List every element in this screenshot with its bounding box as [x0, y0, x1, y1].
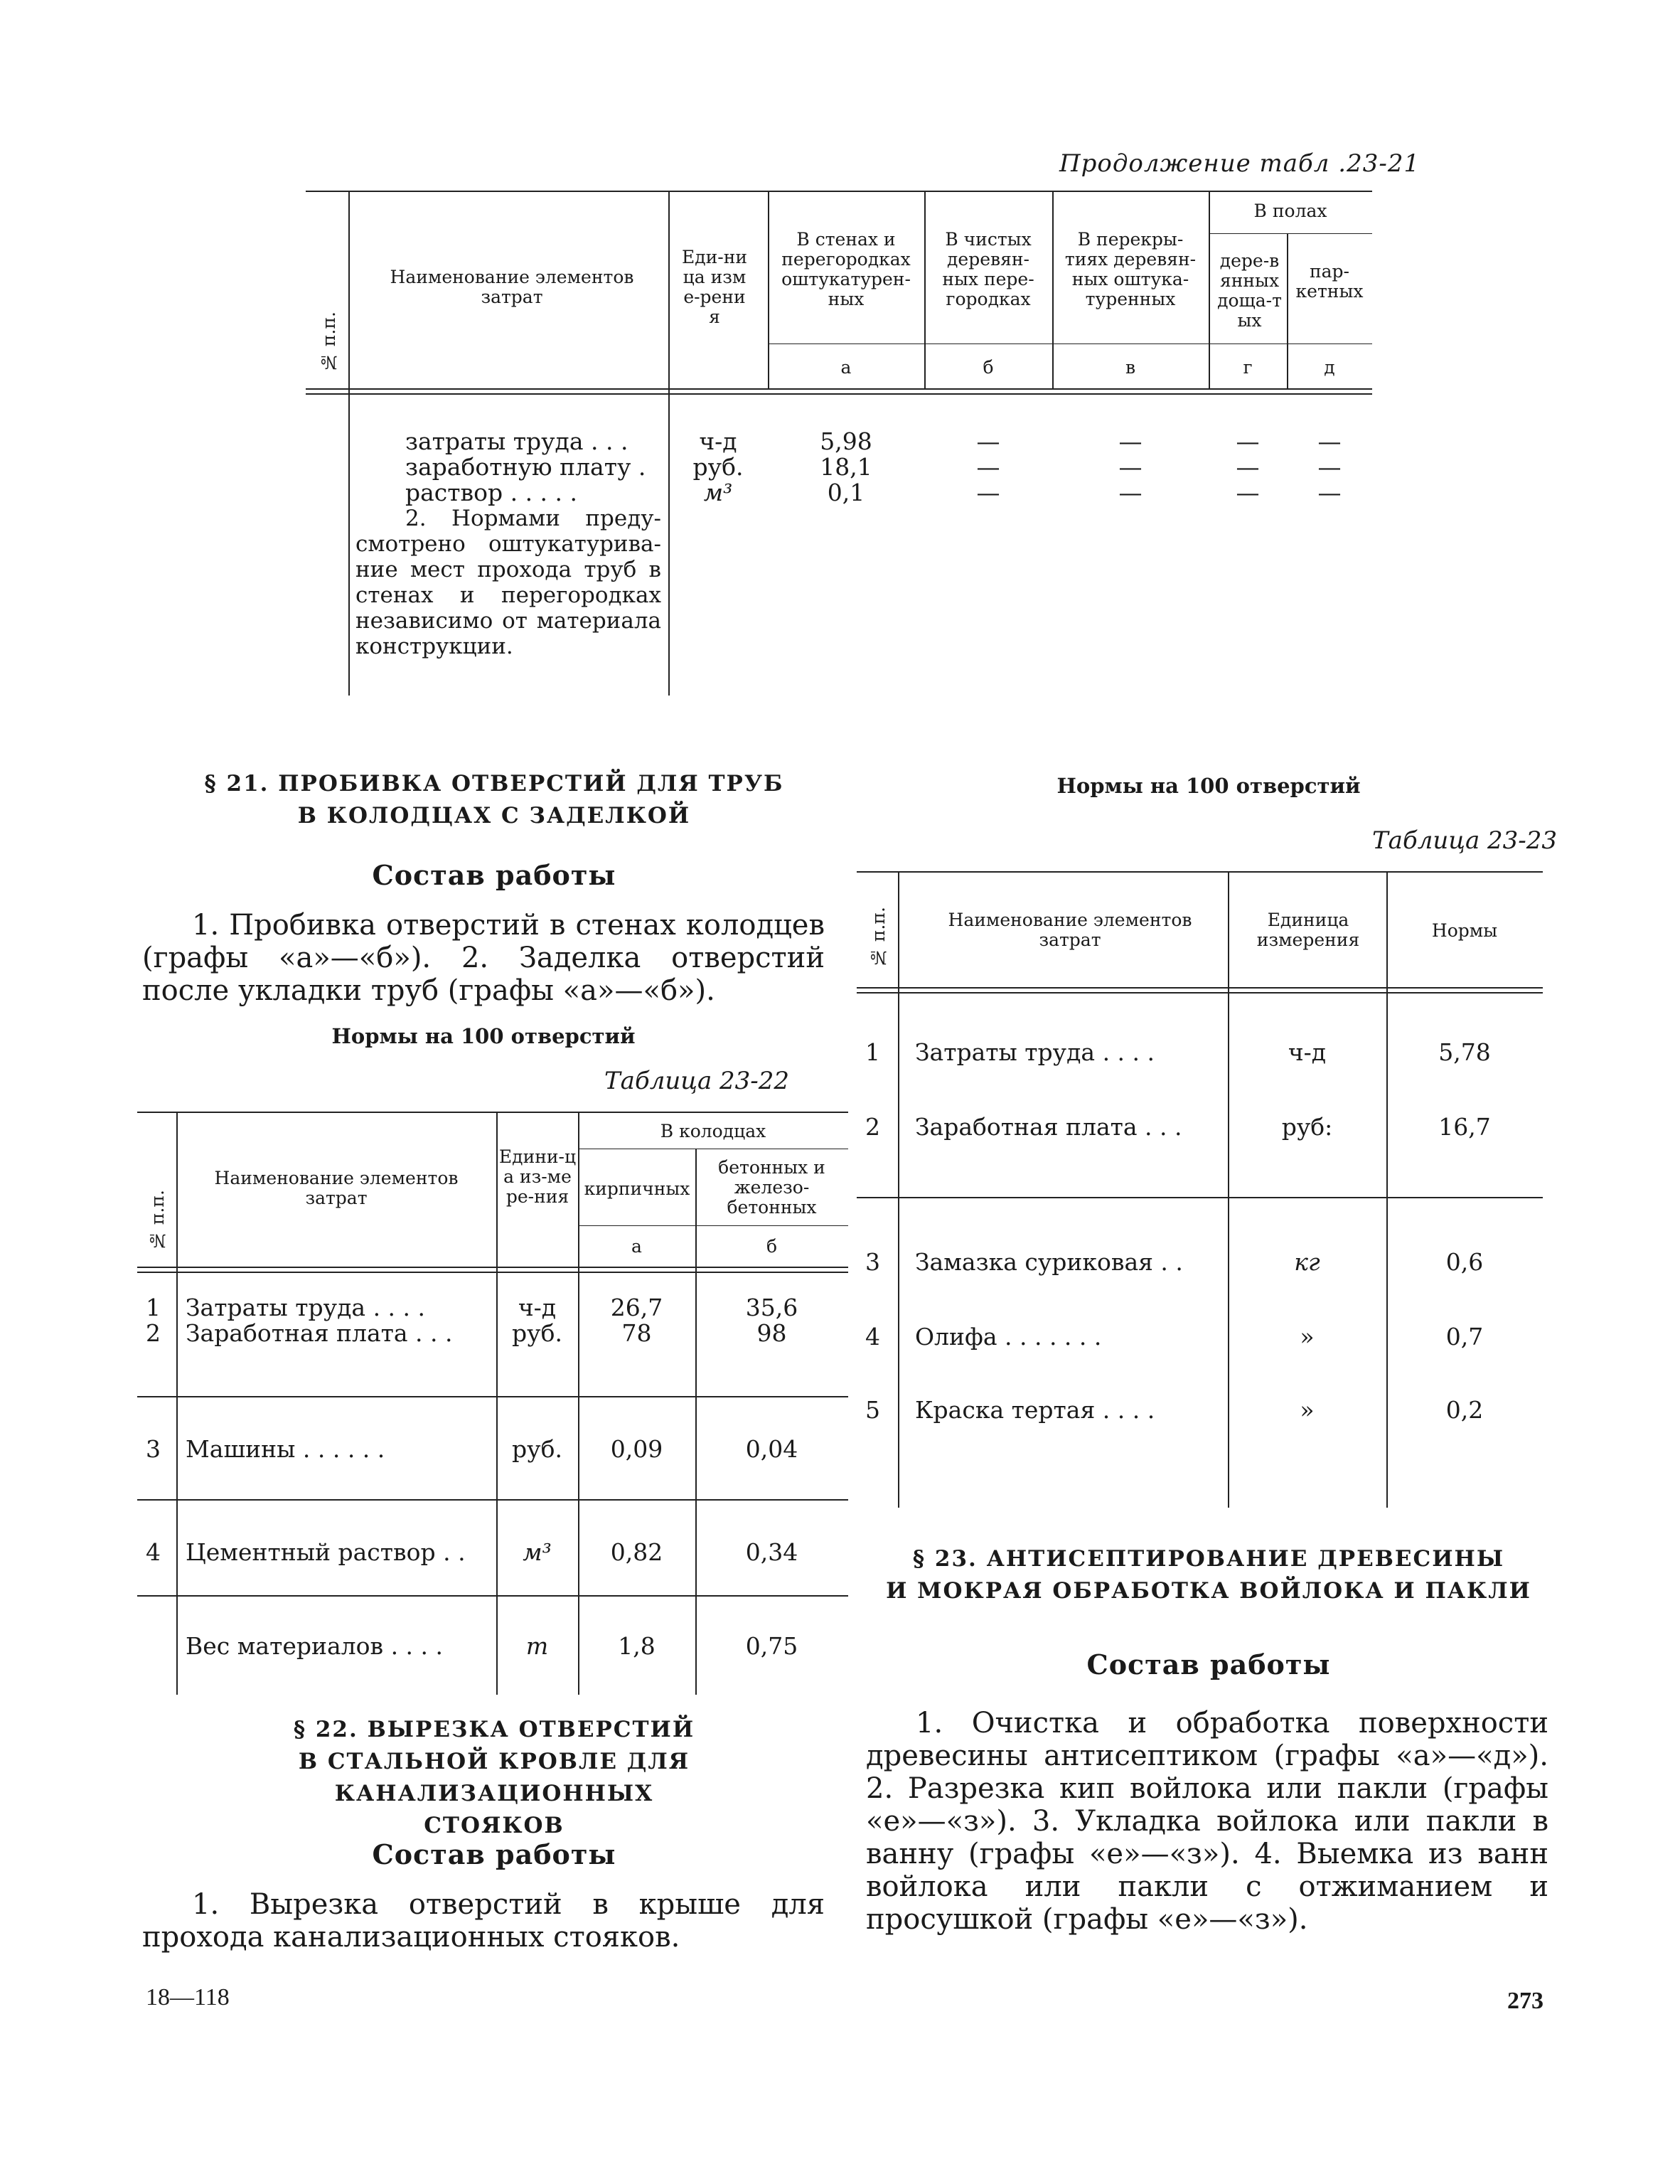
row-num: 4	[146, 1538, 161, 1566]
letter-g: г	[1243, 357, 1253, 378]
col-a-header: кирпичных	[584, 1178, 690, 1199]
dash-cell: —	[1317, 453, 1342, 481]
value-b: 0,04	[745, 1435, 798, 1463]
page-number: 273	[1507, 1988, 1543, 2014]
dash-cell: —	[976, 427, 1000, 455]
value-a: 0,09	[610, 1435, 663, 1463]
floors-header: В полах	[1253, 201, 1327, 221]
row-name: Замазка суриковая . .	[915, 1248, 1183, 1276]
norm-header: Нормы	[1431, 920, 1498, 941]
value-cell: 0,6	[1445, 1248, 1484, 1276]
s22-title	[139, 1714, 850, 1842]
s22-text: 1. Вырезка отверстий в крыше для прохода канализационных стояков.	[142, 1888, 825, 1954]
unit-cell: »	[1300, 1396, 1315, 1424]
s23-text: 1. Очистка и обработка поверхности древесины антисептиком (графы «а»—«д»). 2. Разрезка кип войлока или пакли (графы «е»—«з»). 3. Укладка войлока или пакли в ванну (графы «е»—«з»). 4. Выемка из ванн войлока или пакли с отжиманием и просушкой (графы «е»—«з»).	[866, 1707, 1548, 1936]
s22-subtitle: Состав работы	[372, 1838, 616, 1870]
col-b-values	[924, 429, 1052, 506]
value-cell: 5,78	[1438, 1038, 1491, 1066]
unit-cell: руб:	[1281, 1113, 1333, 1141]
unit-column	[668, 429, 768, 506]
unit-cell: ч-д	[699, 427, 737, 455]
table-row	[405, 429, 668, 506]
unit-cell: кг	[1294, 1248, 1320, 1276]
s21-text: 1. Пробивка отверстий в стенах колодцев (графы «а»—«б»). 2. Заделка отверстий после укладки труб (графы «а»—«б»).	[142, 909, 825, 1007]
note-text: 2. Нормами преду-смотрено оштукатурива-ние мест прохода труб в стенах и перегородках независимо от материала конструкции.	[355, 506, 661, 659]
unit-header: Едини-ца из-мере-ния	[498, 1146, 577, 1207]
value-line: 78	[621, 1319, 652, 1347]
value-line: 26,7	[610, 1294, 663, 1321]
row-name-line: Заработная плата . . .	[186, 1319, 453, 1347]
s21-title	[142, 768, 846, 832]
col-v-values	[1052, 429, 1209, 506]
s23-subtitle: Состав работы	[1086, 1648, 1331, 1680]
s21-norms: Нормы на 100 отверстий	[331, 1024, 636, 1048]
letter-d: д	[1324, 357, 1335, 378]
row-name: заработную плату .	[405, 453, 646, 481]
letter-b: б	[766, 1236, 778, 1257]
row-name: Олифа . . . . . . .	[915, 1323, 1102, 1351]
unit-header: Единица измерения	[1256, 910, 1360, 950]
s21-title-line: § 21. ПРОБИВКА ОТВЕРСТИЙ ДЛЯ ТРУБ	[204, 771, 784, 797]
dash-cell: —	[1317, 427, 1342, 455]
col-b-header: бетонных и железо-бетонных	[718, 1157, 825, 1218]
value-cell: 16,7	[1438, 1113, 1491, 1141]
value-cell: 0,7	[1445, 1323, 1484, 1351]
col-v-header: В перекры-тиях деревян-ных оштука-туренных	[1064, 229, 1197, 309]
dash-cell: —	[976, 479, 1000, 506]
unit-cell: т	[525, 1632, 549, 1660]
dash-cell: —	[1236, 427, 1260, 455]
dash-cell: —	[1317, 479, 1342, 506]
value-line: 98	[756, 1319, 787, 1347]
row-num: 3	[865, 1248, 880, 1276]
dash-cell: —	[1118, 479, 1143, 506]
value-line: 35,6	[745, 1294, 798, 1321]
row-name	[186, 1295, 491, 1346]
col-g-values	[1209, 429, 1287, 506]
s22-title-line: В СТАЛЬНОЙ КРОВЛЕ ДЛЯ КАНАЛИЗАЦИОННЫХ	[298, 1749, 690, 1806]
dash-cell: —	[1118, 427, 1143, 455]
row-name: раствор . . . . .	[405, 479, 578, 506]
letter-a: а	[840, 357, 852, 378]
col-d-values	[1287, 429, 1372, 506]
unit-cell	[496, 1295, 578, 1346]
num-header: № п.п.	[147, 1190, 168, 1252]
unit-cell: »	[1300, 1323, 1315, 1351]
row-name: Цементный раствор . .	[186, 1538, 466, 1566]
value-a	[578, 1295, 695, 1346]
s21-title-line: В КОЛОДЦАХ С ЗАДЕЛКОЙ	[297, 803, 691, 829]
table-23-21	[306, 191, 1372, 696]
unit-cell: ч-д	[1288, 1038, 1327, 1066]
value-a: 1,8	[618, 1632, 656, 1660]
value-cell: 18,1	[820, 453, 872, 481]
col-d-header: пар-кетных	[1295, 261, 1364, 302]
name-header: Наименование элементов затрат	[948, 910, 1192, 950]
continuation-caption: Продолжение табл .23-21	[1059, 149, 1420, 178]
row-name: Краска тертая . . . .	[915, 1396, 1155, 1424]
row-num: 3	[146, 1435, 161, 1463]
letter-v: в	[1125, 357, 1136, 378]
table-22-caption: Таблица 23-22	[604, 1067, 790, 1095]
s22-title-line: СТОЯКОВ	[424, 1813, 565, 1838]
row-name: Затраты труда . . . .	[915, 1038, 1155, 1066]
col-a-header: В стенах и перегородках оштукатурен-ных	[781, 229, 911, 309]
table-23-caption: Таблица 23-23	[1372, 826, 1558, 855]
col-g-header: дере-вянных доща-тых	[1217, 250, 1282, 331]
dash-cell: —	[976, 453, 1000, 481]
row-name: затраты труда . . .	[405, 427, 628, 455]
value-b: 0,34	[745, 1538, 798, 1566]
row-name: Заработная плата . . .	[915, 1113, 1182, 1141]
unit-cell: м³	[523, 1538, 552, 1566]
footer-signature: 18—118	[146, 1984, 230, 2010]
value-a: 0,82	[610, 1538, 663, 1566]
wells-header: В колодцах	[660, 1121, 766, 1141]
s23-title-line: И МОКРАЯ ОБРАБОТКА ВОЙЛОКА И ПАКЛИ	[886, 1578, 1531, 1604]
row-name: Машины . . . . . .	[186, 1435, 385, 1463]
s23-title-line: § 23. АНТИСЕПТИРОВАНИЕ ДРЕВЕСИНЫ	[912, 1546, 1505, 1572]
unit-cell: руб.	[512, 1435, 562, 1463]
row-num: 5	[865, 1396, 880, 1424]
num-header: № п.п.	[319, 311, 339, 373]
unit-cell: руб.	[692, 453, 744, 481]
value-b	[695, 1295, 848, 1346]
s23-title	[853, 1543, 1564, 1607]
col-b-header: В чистых деревян-ных пере-городках	[942, 229, 1034, 309]
unit-line: руб.	[512, 1319, 562, 1347]
letter-b: б	[983, 357, 994, 378]
num-header: № п.п.	[868, 907, 889, 969]
letter-a: а	[631, 1236, 642, 1257]
row-name-line: Затраты труда . . . .	[186, 1294, 426, 1321]
value-b: 0,75	[745, 1632, 798, 1660]
s22-title-line: § 22. ВЫРЕЗКА ОТВЕРСТИЙ	[293, 1717, 695, 1742]
table-23-23	[857, 871, 1543, 1508]
name-header: Наименование элементов затрат	[390, 267, 634, 307]
dash-cell: —	[1236, 453, 1260, 481]
col-a-values	[768, 429, 924, 506]
name-header: Наименование элементов затрат	[214, 1168, 459, 1208]
right-norms: Нормы на 100 отверстий	[1056, 774, 1361, 798]
value-cell: 0,1	[827, 479, 865, 506]
table-23-22	[137, 1112, 848, 1695]
unit-cell: м³	[703, 479, 733, 506]
row-num: 2	[865, 1113, 880, 1141]
row-num: 1	[865, 1038, 880, 1066]
unit-line: ч-д	[518, 1294, 557, 1321]
unit-header: Еди-ница изме-рения	[681, 247, 748, 327]
dash-cell: —	[1118, 453, 1143, 481]
row-num: 1 2	[146, 1294, 161, 1347]
row-name: Вес материалов . . . .	[186, 1632, 444, 1660]
value-cell: 5,98	[820, 427, 872, 455]
row-num: 4	[865, 1323, 880, 1351]
dash-cell: —	[1236, 479, 1260, 506]
s21-subtitle: Состав работы	[372, 859, 616, 891]
value-cell: 0,2	[1445, 1396, 1484, 1424]
